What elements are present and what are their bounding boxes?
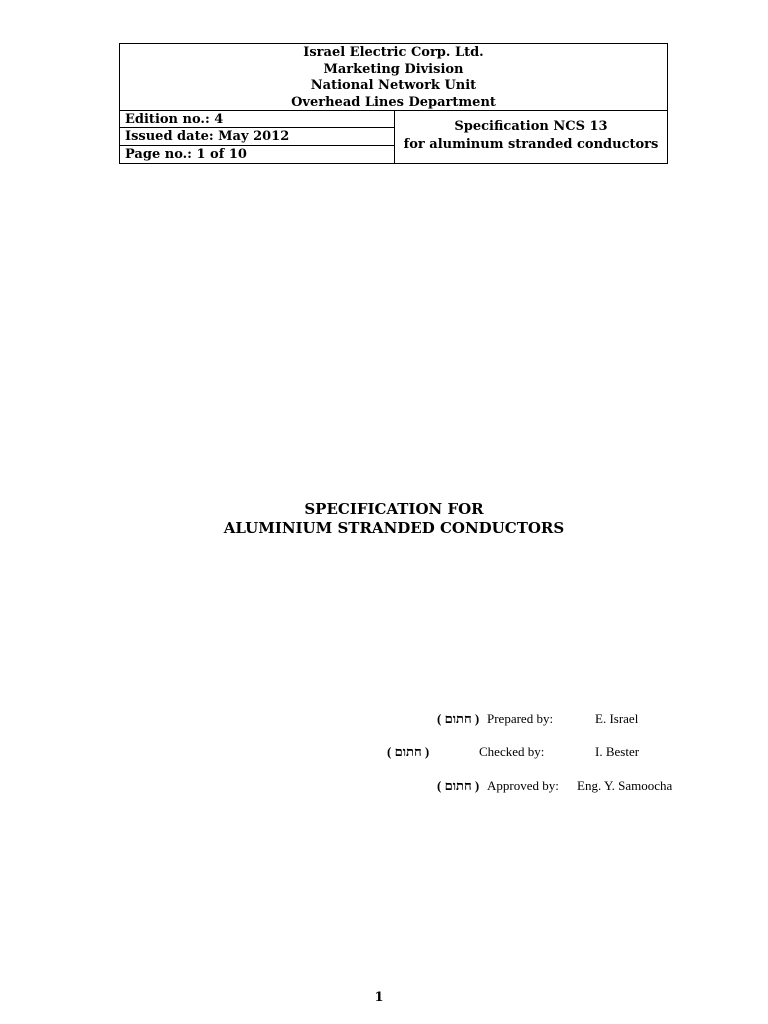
approved-by-label: Approved by: bbox=[487, 778, 559, 793]
prepared-stamp: ( חתום ) bbox=[437, 711, 480, 726]
org-name: Israel Electric Corp. Ltd. bbox=[303, 45, 484, 60]
org-department: Overhead Lines Department bbox=[291, 94, 496, 110]
specification-cell bbox=[395, 111, 667, 163]
specification-number: Specification NCS 13 bbox=[454, 119, 608, 134]
document-title bbox=[0, 500, 768, 538]
page-count: Page no.: 1 of 10 bbox=[125, 146, 247, 162]
prepared-by-label: Prepared by: bbox=[487, 711, 554, 726]
prepared-by-name: E. Israel bbox=[595, 711, 639, 726]
approved-by-name: Eng. Y. Samoocha bbox=[577, 778, 673, 793]
document-header-table bbox=[119, 43, 668, 164]
title-line-1: SPECIFICATION FOR bbox=[304, 500, 484, 518]
org-division: Marketing Division bbox=[323, 61, 464, 77]
issued-date: Issued date: May 2012 bbox=[120, 128, 394, 145]
org-unit: National Network Unit bbox=[310, 78, 477, 93]
page-number: 1 bbox=[374, 990, 384, 1005]
metadata-row bbox=[120, 111, 667, 163]
checked-stamp: ( חתום ) bbox=[387, 744, 430, 759]
checked-by-label: Checked by: bbox=[479, 744, 545, 759]
checked-by-name: I. Bester bbox=[595, 744, 640, 759]
approved-stamp: ( חתום ) bbox=[437, 778, 480, 793]
specification-subject: for aluminum stranded conductors bbox=[403, 137, 659, 152]
organization-block bbox=[120, 44, 667, 111]
title-line-2: ALUMINIUM STRANDED CONDUCTORS bbox=[223, 519, 565, 537]
edition-number: Edition no.: 4 bbox=[120, 111, 394, 128]
metadata-cells bbox=[120, 111, 395, 163]
